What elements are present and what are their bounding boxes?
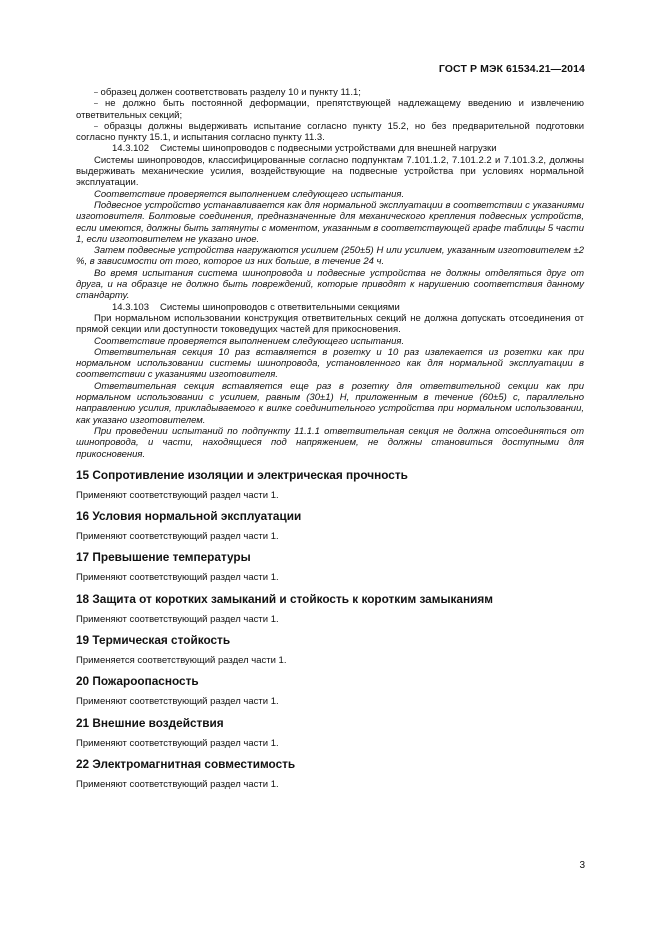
document-body <box>76 87 584 797</box>
list-item: – образец должен соответствовать разделу 10 и пункту 11.1; <box>94 87 361 98</box>
paragraph-italic: Соответствие проверяется выполнением следующего испытания. <box>94 188 405 200</box>
paragraph: При нормальном использовании конструкция ответвительных секций не должна допускать отсоединения от прямой секции или доступности токоведущих частей для прикосновения. <box>76 312 584 336</box>
section-heading-21: 21 Внешние воздействия <box>76 715 224 730</box>
section-text: Применяют соответствующий раздел части 1. <box>76 737 279 749</box>
paragraph-italic: Подвесное устройство устанавливается как для нормальной эксплуатации в соответствии с указаниями изготовителя. Болтовые соединения, предназначенные для механического крепления подвесных устройств, если имеются, должны быть затянуты с моментом, указанным в соответствующей графе таблицы 5 части 1, если изготовителем не указано иное. <box>76 199 584 245</box>
paragraph-italic: Во время испытания система шинопровода и подвесные устройства не должны отделяться друг от друга, и на образце не должно быть повреждений, которые приводят к нарушению соответствия данному стандарту. <box>76 267 584 302</box>
clause-heading-14-3-102 <box>76 143 584 154</box>
clause-title: Системы шинопроводов с ответвительными секциями <box>160 301 400 313</box>
clause-number: 14.3.103 <box>112 301 149 313</box>
paragraph-italic: Соответствие проверяется выполнением следующего испытания. <box>94 335 405 347</box>
document-header: ГОСТ Р МЭК 61534.21—2014 <box>438 63 585 75</box>
section-heading-17: 17 Превышение температуры <box>76 550 251 565</box>
dash-marker: – <box>94 122 98 130</box>
page-number: 3 <box>579 860 585 871</box>
section-heading-22: 22 Электромагнитная совместимость <box>76 756 296 771</box>
section-heading-15: 15 Сопротивление изоляции и электрическая прочность <box>76 467 408 482</box>
paragraph-italic: При проведении испытаний по подпункту 11.1.1 ответвительная секция не должна отсоединяться от шинопровода, и части, находящиеся под напряжением, не должны становиться доступными для прикосновения. <box>76 425 584 460</box>
paragraph: Системы шинопроводов, классифицированные согласно подпунктам 7.101.1.2, 7.101.2.2 и 7.101.3.2, должны выдерживать механические усилия, воздействующие на подвесные устройства при условиях нормальной эксплуатации. <box>76 154 584 189</box>
list-item: – не должно быть постоянной деформации, препятствующей надлежащему введению и извлечению ответвительных секций; <box>76 98 584 121</box>
section-text: Применяют соответствующий раздел части 1. <box>76 778 279 790</box>
section-text: Применяют соответствующий раздел части 1. <box>76 531 279 543</box>
clause-heading-14-3-103 <box>76 302 584 313</box>
section-text: Применяют соответствующий раздел части 1. <box>76 489 279 501</box>
paragraph-italic: Ответвительная секция вставляется еще раз в розетку для ответвительной секции как при нормальном использовании с усилием, равным (30±1) Н, приложенным в течение (60±5) с, параллельно направлению усилия, прикладываемого к вилке соединительного устройства при нормальном использовании, как указано изготовителем. <box>76 380 584 426</box>
section-heading-20: 20 Пожароопасность <box>76 674 199 689</box>
paragraph-italic: Затем подвесные устройства нагружаются усилием (250±5) Н или усилием, указанным изготовителем ±2 %, в зависимости от того, которое из них больше, в течение 24 ч. <box>76 245 584 268</box>
section-text: Применяется соответствующий раздел части 1. <box>76 654 287 666</box>
clause-number: 14.3.102 <box>112 143 149 155</box>
dash-marker: – <box>94 100 98 108</box>
section-text: Применяют соответствующий раздел части 1. <box>76 613 279 625</box>
section-heading-16: 16 Условия нормальной эксплуатации <box>76 509 302 524</box>
list-item: – образцы должны выдерживать испытание согласно пункту 15.2, но без предварительной подготовки согласно пункту 15.1, и испытания согласно пункту 11.3. <box>76 120 584 144</box>
clause-title: Системы шинопроводов с подвесными устройствами для внешней нагрузки <box>160 143 497 155</box>
section-text: Применяют соответствующий раздел части 1. <box>76 696 279 708</box>
paragraph-italic: Ответвительная секция 10 раз вставляется в розетку и 10 раз извлекается из розетки как при нормальном использовании системы шинопровода, установленного как для нормальной эксплуатации в соответствии с указаниями изготовителя. <box>76 346 584 381</box>
dash-marker: – <box>94 89 98 96</box>
section-heading-18: 18 Защита от коротких замыканий и стойкость к коротким замыканиям <box>76 591 493 606</box>
section-heading-19: 19 Термическая стойкость <box>76 632 231 647</box>
section-text: Применяют соответствующий раздел части 1. <box>76 572 279 584</box>
